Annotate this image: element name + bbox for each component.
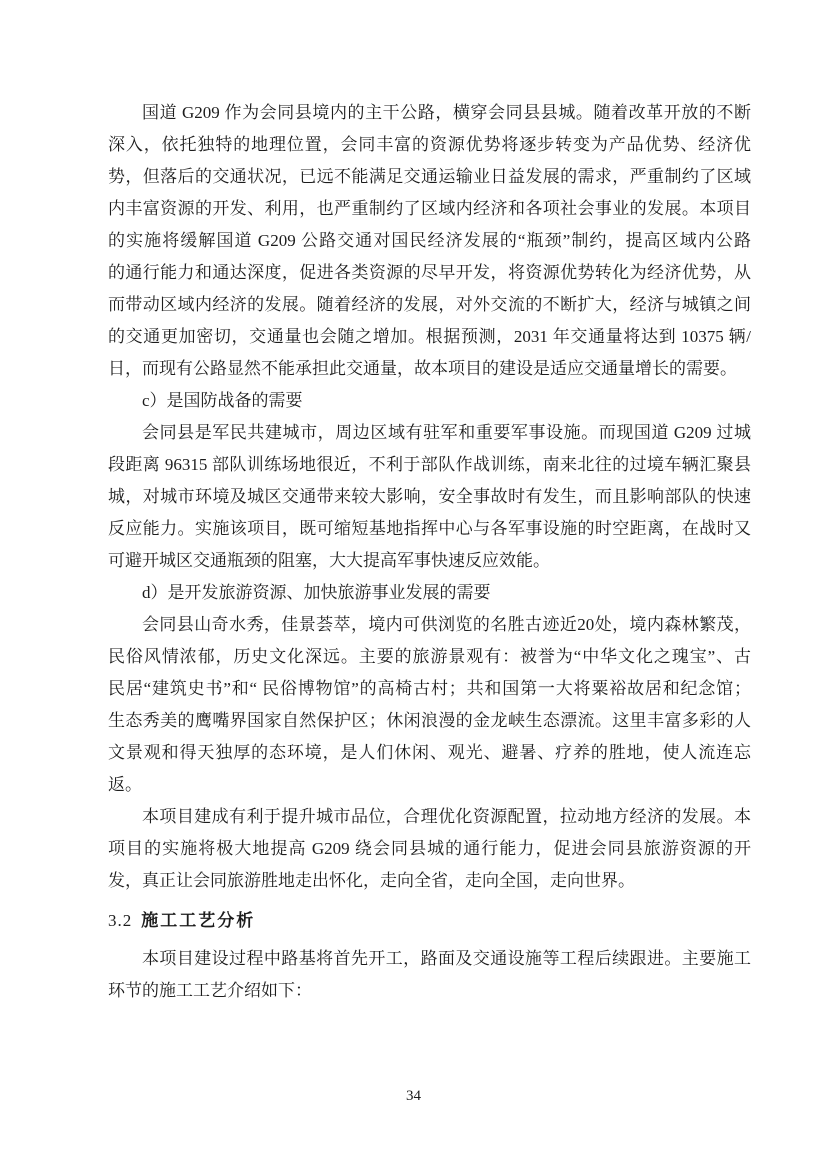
- text-line: 会同县山奇水秀，佳景荟萃，境内可供浏览的名胜古迹近20处，境内森林繁茂，: [142, 615, 751, 634]
- text-line: 段距离 96315 部队训练场地很近，不利于部队作战训练，南来北往的过境车辆汇聚县: [108, 455, 751, 474]
- heading-number: 3.2: [108, 911, 133, 930]
- text-line: 的交通更加密切，交通量也会随之增加。根据预测，2031 年交通量将达到 10375 辆/: [108, 327, 751, 346]
- text-line: 本项目建成有利于提升城市品位，合理优化资源配置，拉动地方经济的发展。本: [142, 807, 751, 826]
- page-number: 34: [406, 1088, 421, 1104]
- text-line: 势，但落后的交通状况，已远不能满足交通运输业日益发展的需求，严重制约了区域: [108, 167, 751, 186]
- para-national-defense: [108, 417, 751, 577]
- text-line: 返。: [108, 775, 142, 794]
- text-line: 的通行能力和通达深度，促进各类资源的尽早开发，将资源优势转化为经济优势，从: [108, 263, 751, 282]
- text-line: 发，真正让会同旅游胜地走出怀化，走向全省，走向全国，走向世界。: [108, 871, 635, 890]
- text-line: 而带动区域内经济的发展。随着经济的发展，对外交流的不断扩大，经济与城镇之间: [108, 295, 751, 314]
- text-line: c）是国防战备的需要: [142, 391, 303, 410]
- para-city-upgrade: [108, 801, 751, 897]
- text-line: 日，而现有公路显然不能承担此交通量，故本项目的建设是适应交通量增长的需要。: [108, 359, 737, 378]
- text-line: 的实施将缓解国道 G209 公路交通对国民经济发展的“瓶颈”制约，提高区域内公路: [108, 231, 751, 250]
- text-line: 国道 G209 作为会同县境内的主干公路，横穿会同县县城。随着改革开放的不断: [142, 103, 751, 122]
- para-item-c-title: [108, 385, 751, 417]
- text-line: 本项目建设过程中路基将首先开工，路面及交通设施等工程后续跟进。主要施工: [142, 949, 751, 968]
- para-traffic-growth-need: [108, 97, 751, 385]
- para-construction-intro: [108, 943, 751, 1007]
- text-line: 环节的施工工艺介绍如下：: [108, 981, 312, 1000]
- text-line: 内丰富资源的开发、利用，也严重制约了区域内经济和各项社会事业的发展。本项目: [108, 199, 751, 218]
- document-body: [108, 97, 751, 1007]
- text-line: 会同县是军民共建城市，周边区域有驻军和重要军事设施。而现国道 G209 过城: [142, 423, 751, 442]
- text-line: d）是开发旅游资源、加快旅游事业发展的需要: [142, 583, 491, 602]
- section-heading-3-2: [108, 905, 751, 937]
- text-line: 可避开城区交通瓶颈的阻塞，大大提高军事快速反应效能。: [108, 551, 550, 570]
- text-line: 生态秀美的鹰嘴界国家自然保护区；休闲浪漫的金龙峡生态漂流。这里丰富多彩的人: [108, 711, 751, 730]
- text-line: 城，对城市环境及城区交通带来较大影响，安全事故时有发生，而且影响部队的快速: [108, 487, 751, 506]
- text-line: 民居“建筑史书”和“ 民俗博物馆”的高椅古村；共和国第一大将粟裕故居和纪念馆；: [108, 679, 751, 698]
- text-line: 深入，依托独特的地理位置，会同丰富的资源优势将逐步转变为产品优势、经济优: [108, 135, 751, 154]
- para-item-d-title: [108, 577, 751, 609]
- text-line: 民俗风情浓郁，历史文化深远。主要的旅游景观有：被誉为“中华文化之瑰宝”、古: [108, 647, 751, 666]
- text-line: 文景观和得天独厚的态环境，是人们休闲、观光、避暑、疗养的胜地，使人流连忘: [108, 743, 751, 762]
- page-footer: [0, 1088, 827, 1105]
- para-tourism-resources: [108, 609, 751, 801]
- text-line: 项目的实施将极大地提高 G209 绕会同县城的通行能力，促进会同县旅游资源的开: [108, 839, 751, 858]
- text-line: 反应能力。实施该项目，既可缩短基地指挥中心与各军事设施的时空距离，在战时又: [108, 519, 751, 538]
- heading-text: 施工工艺分析: [141, 911, 256, 930]
